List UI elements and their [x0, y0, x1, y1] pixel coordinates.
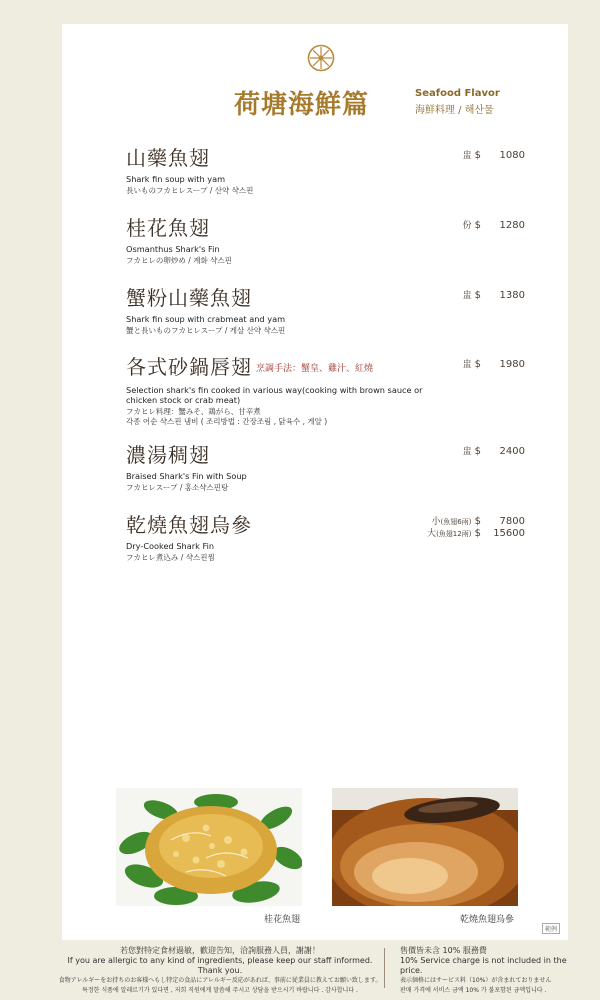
service-charge-notice [400, 946, 590, 996]
allergy-cn: 若您對特定食材過敏，歡迎告知，洽詢服務人員，謝謝！ [120, 946, 320, 955]
item-name-en: Osmanthus Shark's Fin [126, 244, 220, 254]
item-name-en: Braised Shark's Fin with Soup [126, 471, 247, 481]
item-cooking-note: 烹調手法：蟹皇、雞汁、紅燒 [256, 364, 374, 374]
allergy-en: If you are allergic to any kind of ingredients, please keep our staff informed. Thank you. [67, 956, 373, 975]
item-name-en: Selection shark's fin cooked in various way(cooking with brown sauce or chicken stock or crab meat) [126, 385, 423, 405]
service-kr: 판매 가격에 서비스 금액 10% 가 불포함된 금액입니다 . [400, 987, 547, 994]
item-name: 各式砂鍋唇翅 烹調手法：蟹皇、雞汁、紅燒 [126, 355, 374, 379]
item-name-sub: 蟹と長いものフカヒレスープ / 게살 산약 샥스핀 [126, 326, 286, 335]
item-name-sub: 각종 어순 샥스핀 냄비 ( 조리방법 : 간장조림 , 닭육수 , 게알 ) [126, 417, 328, 426]
item-name: 濃湯稠翅 [126, 443, 210, 467]
item-name-sub: フカヒレスープ / 홍소샥스핀탕 [126, 483, 229, 492]
item-name-sub: フカヒレ料理：蟹みそ、鶏がら、甘辛煮 [126, 407, 261, 416]
service-jp: 表示価格にはサービス料（10%）が含まれておりません [400, 977, 552, 984]
allergy-jp: 食物アレルギーをお持ちのお客様へもし特定の食品にアレルギー反応があれば、事前に従業員に教えてお願い致します。 [58, 977, 382, 984]
section-title-sub: 海鮮料理 / 해산물 [415, 105, 494, 116]
dish-photo-dry-cooked-shark-fin [332, 788, 518, 906]
item-price-large: 大(魚翅12兩) $ 15600 [427, 528, 525, 539]
photo-caption: 乾燒魚翅烏參 [460, 915, 515, 925]
service-cn: 售價皆未含 10% 服務費 [400, 946, 487, 955]
item-name-sub: フカヒレ煮込み / 샥스핀찜 [126, 553, 215, 562]
item-name: 乾燒魚翅烏參 [126, 513, 252, 537]
dish-photo-osmanthus-shark-fin [116, 788, 302, 906]
lotus-logo-icon [307, 44, 335, 72]
item-price: 份 $ 1280 [462, 220, 525, 231]
allergy-notice [56, 946, 384, 996]
footer-divider [384, 948, 385, 988]
section-title-en: Seafood Flavor [415, 88, 500, 99]
photo-caption: 桂花魚翅 [264, 915, 301, 925]
item-price-small: 小(魚翅6兩) $ 7800 [431, 516, 525, 527]
service-en: 10% Service charge is not included in the price. [400, 956, 567, 975]
item-name: 山藥魚翅 [126, 146, 210, 170]
item-price: 盅 $ 1080 [462, 150, 525, 161]
item-price: 盅 $ 1980 [462, 359, 525, 370]
page-badge: 範例 [542, 923, 560, 934]
item-name: 桂花魚翅 [126, 216, 210, 240]
item-name-sub: フカヒレの卵炒め / 계화 샥스핀 [126, 256, 232, 265]
allergy-kr: 특정한 식품에 알레르기가 있다면 , 저희 직원에게 말씀해 주시고 상담을 받으시기 바랍니다 . 감사합니다 . [82, 987, 358, 994]
item-price: 盅 $ 2400 [462, 446, 525, 457]
item-name-en: Dry-Cooked Shark Fin [126, 541, 215, 551]
item-name: 蟹粉山藥魚翅 [126, 286, 252, 310]
item-name-en: Shark fin soup with yam [126, 174, 226, 184]
item-name-en: Shark fin soup with crabmeat and yam [126, 314, 286, 324]
item-price: 盅 $ 1380 [462, 290, 525, 301]
section-title: 荷塘海鮮篇 [234, 90, 370, 120]
item-name-sub: 長いものフカヒレスープ / 산약 샥스핀 [126, 186, 254, 195]
